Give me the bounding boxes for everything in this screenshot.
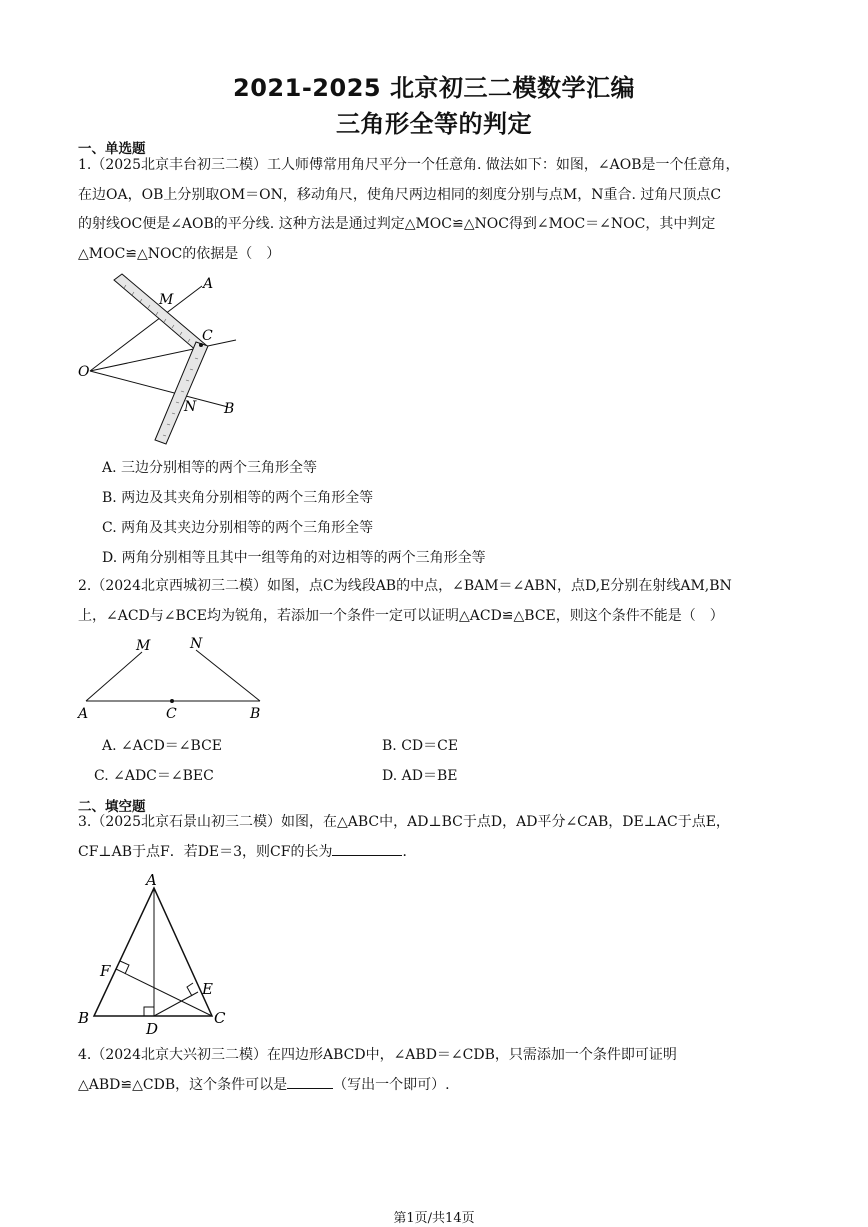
label-c: C [214,1009,226,1027]
right-angle-e [187,983,193,996]
label-e: E [202,980,213,998]
ray-am [86,652,142,701]
question-1-line: △MOC≌△NOC的依据是（ ） [78,245,281,262]
label-a: A [146,871,157,889]
question-4-line2-text: △ABD≌△CDB，这个条件可以是 [78,1076,288,1093]
answer-blank[interactable] [332,841,402,856]
question-4-line: 4.（2024北京大兴初三二模）在四边形ABCD中，∠ABD＝∠CDB，只需添加一个条件即可证明 [78,1047,677,1063]
question-3-line2-text: CF⊥AB于点F．若DE＝3，则CF的长为 [78,843,333,860]
ray-bn [196,650,260,701]
question-2-option-d[interactable]: D. AD＝BE [382,768,458,784]
question-1-line: 1.（2025北京丰台初三二模）工人师傅常用角尺平分一个任意角. 做法如下：如图，∠AOB是一个任意角， [78,157,740,173]
question-3-line2-end: ． [402,843,417,860]
answer-blank[interactable] [287,1074,333,1089]
label-c: C [202,328,213,344]
section-heading-single-choice: 一、单选题 [78,141,146,157]
ray-oc [90,340,236,371]
question-3-stem [78,808,790,867]
page-subtitle: 三角形全等的判定 [336,110,532,138]
question-2-line: 上，∠ACD与∠BCE均为锐角，若添加一个条件一定可以证明△ACD≌△BCE，则这个条件不能是（ ） [78,607,724,624]
question-4-line [78,1071,790,1101]
right-angle-d [144,1007,154,1016]
label-n: N [184,399,197,415]
label-f: F [100,962,111,980]
question-3-line [78,838,790,868]
page-number: 第1页/共14页 [393,1211,475,1226]
label-a: A [78,706,89,722]
question-2-option-c[interactable]: C. ∠ADC＝∠BEC [94,768,214,784]
question-4-line2-end: （写出一个即可）. [333,1076,450,1093]
ruler-upper-arm [114,274,206,352]
label-m: M [136,638,151,654]
label-d: D [146,1020,159,1038]
question-1-figure [74,272,244,450]
ray-ob [90,371,228,407]
question-1-line: 的射线OC便是∠AOB的平分线. 这种方法是通过判定△MOC≌△NOC得到∠MOC＝∠NOC，其中判定 [78,216,716,232]
label-o: O [78,364,90,380]
label-b: B [250,706,261,722]
label-b: B [224,401,235,417]
question-2-figure [74,634,274,724]
triangle-abc [94,888,212,1016]
question-1-option-c[interactable]: C. 两角及其夹边分别相等的两个三角形全等 [102,520,374,536]
question-1-option-a[interactable]: A. 三边分别相等的两个三角形全等 [102,460,318,476]
question-1-option-b[interactable]: B. 两边及其夹角分别相等的两个三角形全等 [102,490,374,506]
question-2-line: 2.（2024北京西城初三二模）如图，点C为线段AB的中点，∠BAM＝∠ABN，点D,E分别在射线AM,BN [78,578,732,594]
label-n: N [190,636,203,652]
question-1-line: 在边OA，OB上分别取OM＝ON，移动角尺，使角尺两边相同的刻度分别与点M，N重合. 过角尺顶点C [78,186,722,203]
section-heading-fill-blank: 二、填空题 [78,799,146,815]
label-a: A [203,276,214,292]
point-c [170,699,174,703]
question-2-option-a[interactable]: A. ∠ACD＝∠BCE [102,738,222,754]
question-1-option-d[interactable]: D. 两角分别相等且其中一组等角的对边相等的两个三角形全等 [102,550,486,566]
ruler-lower-arm [155,342,208,444]
question-4-stem [78,1041,790,1100]
question-3-figure [74,870,244,1042]
label-m: M [159,292,174,308]
question-2-stem [78,572,790,631]
label-b: B [78,1009,90,1027]
question-2-option-b[interactable]: B. CD＝CE [382,738,459,754]
label-c: C [166,706,177,722]
page-title: 2021-2025 北京初三二模数学汇编 [233,74,635,102]
question-1-stem [78,151,790,269]
question-3-line: 3.（2025北京石景山初三二模）如图，在△ABC中，AD⊥BC于点D，AD平分∠CAB，DE⊥AC于点E， [78,814,730,830]
